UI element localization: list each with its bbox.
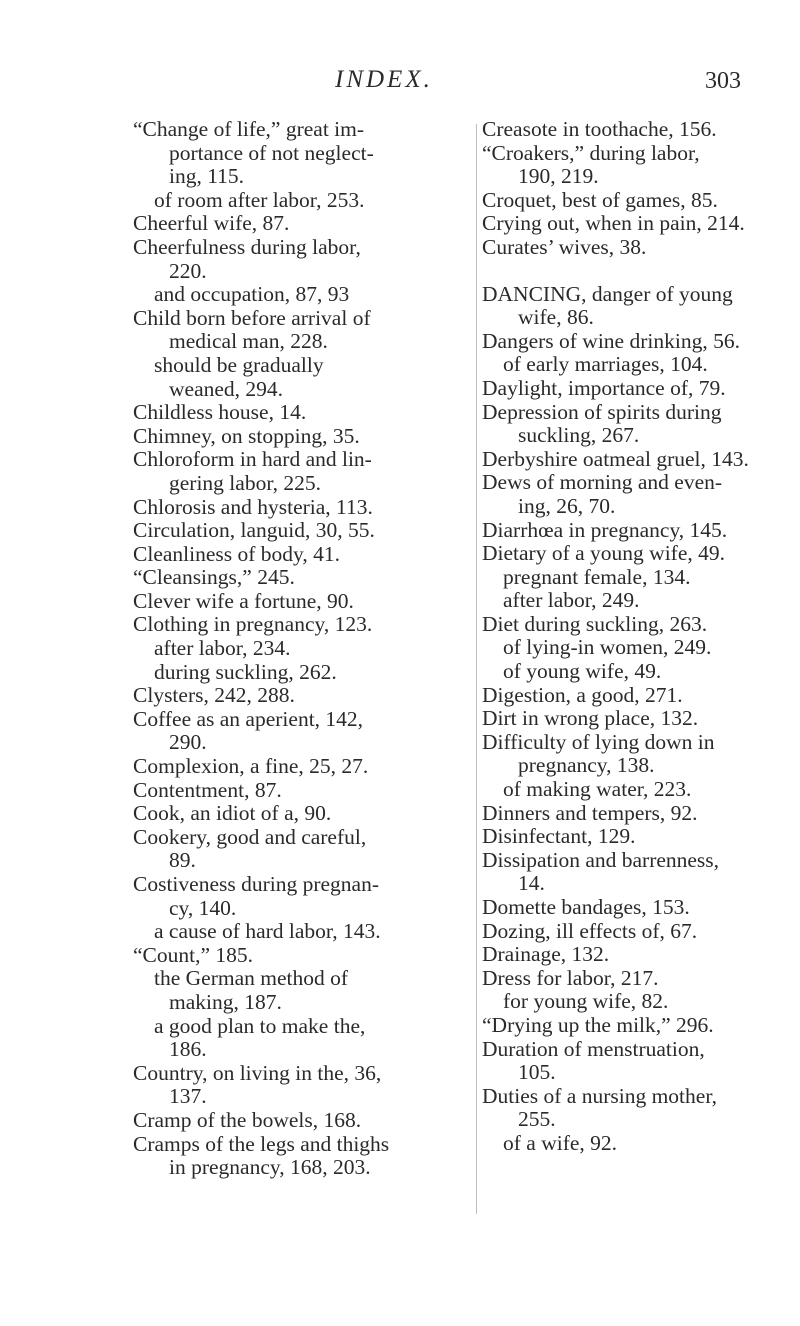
index-entry: Creasote in toothache, 156. (482, 117, 717, 141)
index-subentry: pregnant female, 134. (503, 564, 691, 589)
index-entry: Chimney, on stopping, 35. (133, 423, 360, 448)
index-entry-continuation: medical man, 228. (169, 329, 328, 354)
index-entry: Dissipation and barrenness, (482, 847, 720, 872)
index-entry: Dietary of a young wife, 49. (482, 541, 725, 566)
page-number: 303 (705, 68, 741, 94)
index-subentry: of making water, 223. (503, 777, 692, 802)
index-entry: Dinners and tempers, 92. (482, 800, 698, 825)
index-entry: Dangers of wine drinking, 56. (482, 328, 740, 353)
index-entry: Derbyshire oatmeal gruel, 143. (482, 446, 749, 471)
index-entry: Circulation, languid, 30, 55. (133, 518, 375, 543)
index-entry: Daylight, importance of, 79. (482, 375, 726, 400)
index-entry-continuation: pregnancy, 138. (518, 753, 655, 778)
index-entry: Digestion, a good, 271. (482, 682, 683, 707)
index-entry: Cheerful wife, 87. (133, 211, 290, 236)
index-entry-continuation: 89. (169, 848, 196, 873)
index-entry: Complexion, a fine, 25, 27. (133, 754, 369, 779)
index-entry: Cramps of the legs and thighs (133, 1131, 390, 1156)
index-entry: Cookery, good and careful, (133, 824, 367, 849)
index-entry: Drainage, 132. (482, 942, 610, 967)
index-entry-continuation: suckling, 267. (518, 423, 640, 448)
index-entry: Country, on living in the, 36, (133, 1060, 382, 1085)
running-title: INDEX. (335, 66, 433, 93)
index-entry: Dozing, ill effects of, 67. (482, 918, 698, 943)
index-entry: Contentment, 87. (133, 777, 282, 802)
index-entry-continuation: 255. (518, 1107, 556, 1132)
index-entry-continuation: in pregnancy, 168, 203. (169, 1155, 371, 1180)
index-subentry: of young wife, 49. (503, 659, 662, 684)
index-subentry: of a wife, 92. (503, 1130, 618, 1155)
index-entry-continuation: gering labor, 225. (169, 470, 321, 495)
index-entry: Childless house, 14. (133, 400, 307, 425)
index-subentry: the German method of (154, 966, 349, 991)
index-column-right (482, 118, 800, 1156)
section-gap (482, 260, 800, 283)
index-entry: Diet during suckling, 263. (482, 611, 708, 636)
index-entry: Curates’ wives, 38. (482, 234, 647, 259)
index-entry-continuation: 14. (518, 871, 545, 896)
index-entry: Coffee as an aperient, 142, (133, 706, 364, 731)
index-entry: Dirt in wrong place, 132. (482, 706, 699, 731)
index-entry: Diarrhœa in pregnancy, 145. (482, 517, 728, 542)
index-subentry: after labor, 249. (503, 588, 640, 613)
index-subentry: a cause of hard labor, 143. (154, 919, 381, 944)
index-subentry: of room after labor, 253. (154, 187, 365, 212)
index-entry: Cleanliness of body, 41. (133, 541, 341, 566)
index-entry-continuation: 290. (169, 730, 207, 755)
index-entry-continuation: ing, 115. (169, 164, 245, 189)
index-entry: Duration of menstruation, (482, 1036, 705, 1061)
index-entry: Costiveness during pregnan- (133, 872, 380, 896)
index-entry-continuation: ing, 26, 70. (518, 493, 616, 518)
index-entry: Child born before arrival of (133, 305, 371, 330)
index-entry-continuation: 186. (169, 1037, 207, 1062)
index-subentry: a good plan to make the, (154, 1013, 366, 1038)
index-entry: Difficulty of lying down in (482, 729, 715, 754)
index-entry: “Count,” 185. (133, 942, 254, 967)
index-subentry: should be gradually (154, 352, 324, 377)
index-entry: Croquet, best of games, 85. (482, 187, 718, 212)
index-column-left (133, 118, 473, 1180)
index-entry: Clysters, 242, 288. (133, 683, 295, 708)
index-entry: “Change of life,” great im- (133, 117, 365, 141)
column-divider (476, 124, 477, 1214)
index-entry: Cheerfulness during labor, (133, 234, 361, 259)
index-entry: Disinfectant, 129. (482, 824, 636, 849)
index-subentry: during suckling, 262. (154, 659, 337, 684)
index-entry: “Croakers,” during labor, (482, 140, 700, 165)
index-entry: Clothing in pregnancy, 123. (133, 612, 373, 637)
index-entry: Chlorosis and hysteria, 113. (133, 494, 373, 519)
index-entry-continuation: 190, 219. (518, 164, 599, 189)
index-entry: Dews of morning and even- (482, 470, 723, 495)
index-entry: Dress for labor, 217. (482, 965, 659, 990)
index-entry: Duties of a nursing mother, (482, 1083, 717, 1108)
index-entry-continuation: portance of not neglect- (169, 140, 374, 165)
index-entry: DANCING, danger of young (482, 281, 733, 306)
index-entry: Domette bandages, 153. (482, 895, 690, 919)
index-subentry: after labor, 234. (154, 636, 291, 661)
index-entry: “Cleansings,” 245. (133, 565, 295, 590)
index-entry: Depression of spirits during (482, 399, 722, 424)
index-subentry: of early marriages, 104. (503, 352, 708, 377)
index-entry-continuation: making, 187. (169, 989, 282, 1014)
index-entry-continuation: weaned, 294. (169, 376, 284, 401)
index-entry: Clever wife a fortune, 90. (133, 588, 354, 613)
index-entry-continuation: 137. (169, 1084, 207, 1109)
index-entry: Cramp of the bowels, 168. (133, 1107, 362, 1132)
index-entry-continuation: wife, 86. (518, 305, 594, 330)
index-entry: “Drying up the milk,” 296. (482, 1012, 714, 1037)
index-entry: Chloroform in hard and lin- (133, 447, 372, 472)
index-entry: Crying out, when in pain, 214. (482, 211, 745, 236)
index-entry-continuation: cy, 140. (169, 895, 237, 920)
index-subentry: of lying-in women, 249. (503, 635, 712, 660)
index-subentry: and occupation, 87, 93 (154, 282, 350, 307)
index-entry-continuation: 220. (169, 258, 207, 283)
index-entry-continuation: 105. (518, 1060, 556, 1085)
page-header (0, 66, 800, 106)
index-entry: Cook, an idiot of a, 90. (133, 801, 332, 826)
index-subentry: for young wife, 82. (503, 989, 669, 1014)
